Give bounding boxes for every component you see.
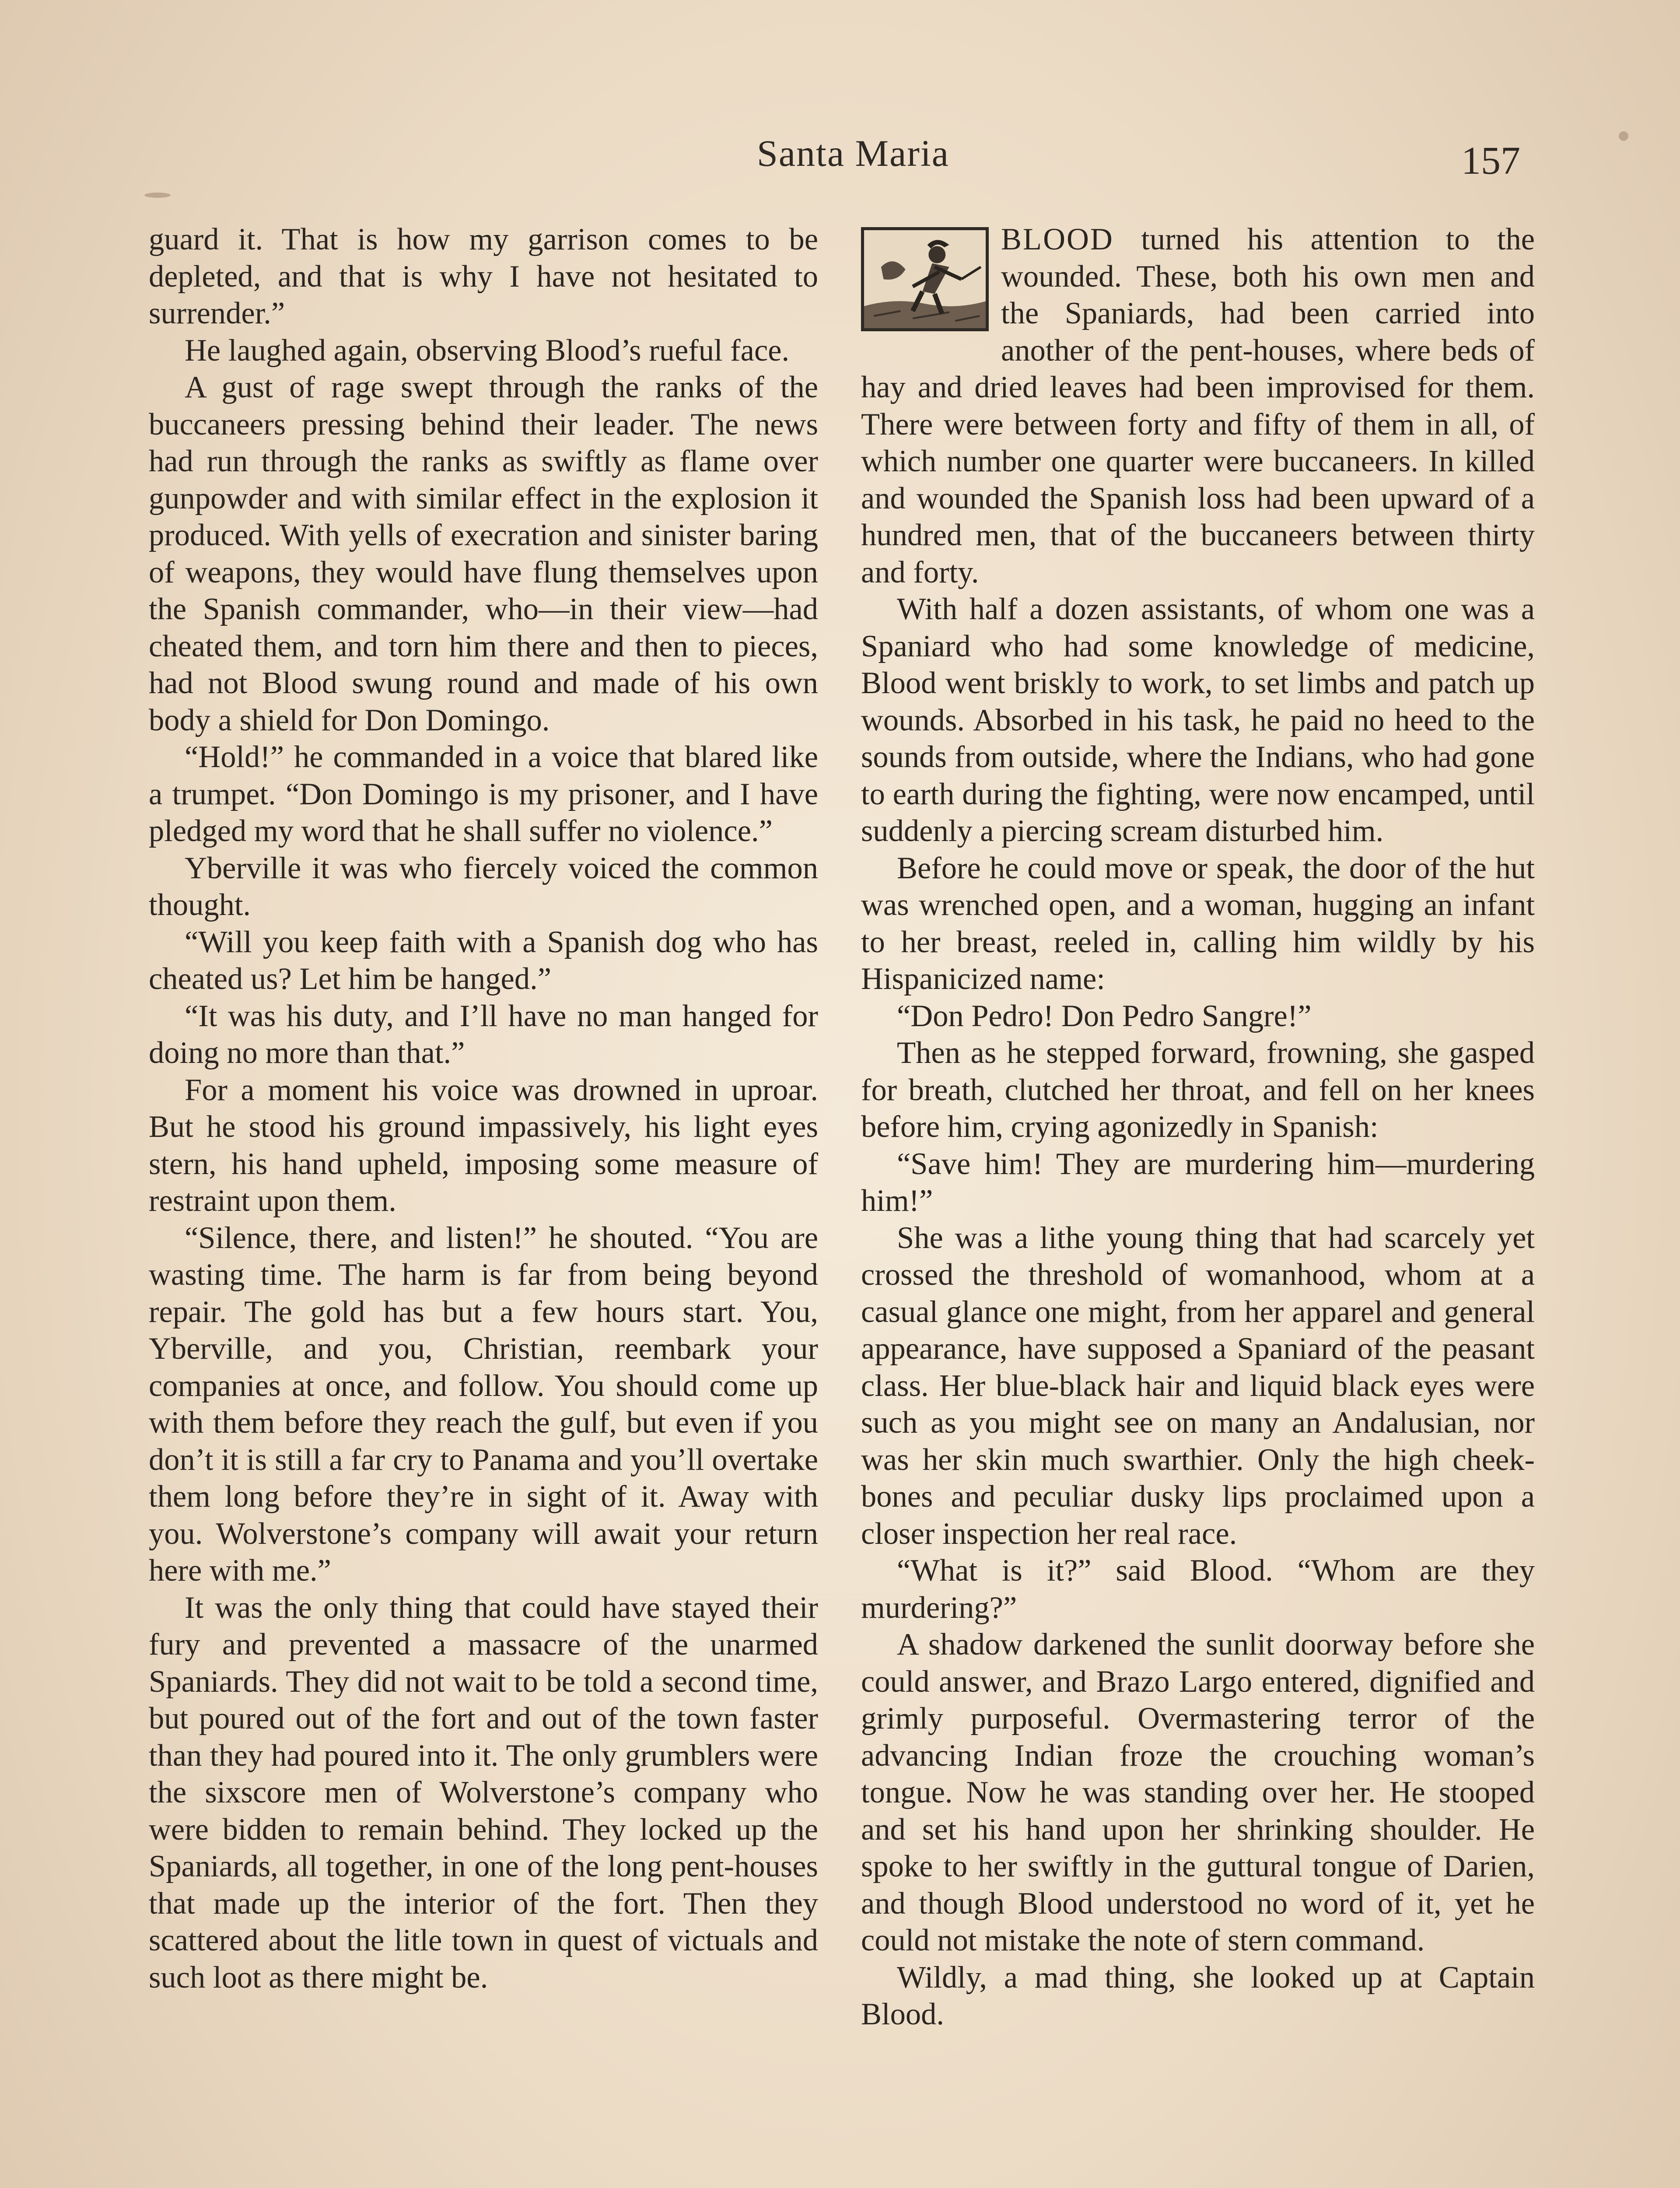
paragraph: “Don Pedro! Don Pedro Sangre!” bbox=[897, 999, 1312, 1033]
running-title: Santa Maria bbox=[757, 132, 949, 174]
paragraph: With half a dozen assistants, of whom one was a Spaniard who had some knowledge of medicine, Blood went briskly to work, to set limbs and patch up wounds. Absorbed in his task, he paid no heed to the sounds from outside, where the Indians, who had gone to earth during the fighting, were now encamped, until suddenly a piercing scream disturbed him. bbox=[861, 592, 1535, 848]
left-column bbox=[149, 221, 818, 1996]
dropcap-word: BLOOD bbox=[1001, 222, 1114, 256]
right-column bbox=[861, 221, 1535, 2033]
paragraph: He laughed again, observing Blood’s rueful face. bbox=[185, 333, 790, 368]
paragraph: “It was his duty, and I’ll have no man hanged for doing no more than that.” bbox=[149, 999, 818, 1070]
opening-paragraph-text: turned his attention to the wounded. These, both his own men and the Spaniards, had been carried into another of the pent-houses, where beds of hay and dried leaves had been improvised for them. There were between forty and fifty of them in all, of which number one quarter were buccaneers. In killed and wounded the Spanish loss had been upward of a hundred men, that of the buccaneers between thirty and forty. bbox=[861, 222, 1535, 589]
paragraph: Wildly, a mad thing, she looked up at Captain Blood. bbox=[861, 1960, 1535, 2031]
paper-smudge bbox=[144, 193, 171, 198]
paragraph: “Save him! They are murdering him—murdering him!” bbox=[861, 1147, 1535, 1218]
soldier-vignette-icon bbox=[861, 227, 989, 331]
page-header bbox=[0, 131, 1680, 193]
paragraph: Before he could move or speak, the door of the hut was wrenched open, and a woman, hugging an infant to her breast, reeled in, calling him wildly by his Hispanicized name: bbox=[861, 851, 1535, 996]
paragraph: She was a lithe young thing that had scarcely yet crossed the threshold of womanhood, whom at a casual glance one might, from her apparel and general appearance, have supposed a Spaniard of the peasant class. Her blue-black hair and liquid black eyes were such as you might see on many an Andalusian, nor was her skin much swarthier. Only the high cheek-bones and peculiar dusky lips proclaimed upon a closer inspection her real race. bbox=[861, 1220, 1535, 1551]
paragraph: guard it. That is how my garrison comes to be depleted, and that is why I have not hesitated to surrender.” bbox=[149, 222, 818, 330]
paragraph: “What is it?” said Blood. “Whom are they murdering?” bbox=[861, 1553, 1535, 1625]
paragraph: “Silence, there, and listen!” he shouted. “You are wasting time. The harm is far from being beyond repair. The gold has but a few hours start. You, Yberville, and you, Christian, reembark your companies at once, and follow. You should come up with them before they reach the gulf, but even if you don’t it is still a far cry to Panama and you’ll overtake them long before they’re in sight of it. Away with you. Wolverstone’s company will await your return here with me.” bbox=[149, 1220, 818, 1588]
paragraph: “Hold!” he commanded in a voice that blared like a trumpet. “Don Domingo is my prisoner, and I have pledged my word that he shall suffer no violence.” bbox=[149, 740, 818, 848]
paragraph: Yberville it was who fiercely voiced the common thought. bbox=[149, 851, 818, 922]
opening-paragraph bbox=[861, 221, 1535, 591]
paragraph: For a moment his voice was drowned in uproar. But he stood his ground impassively, his light eyes stern, his hand upheld, imposing some measure of restraint upon them. bbox=[149, 1073, 818, 1218]
paragraph: A shadow darkened the sunlit doorway before she could answer, and Brazo Largo entered, dignified and grimly purposeful. Overmastering terror of the advancing Indian froze the crouching woman’s tongue. Now he was standing over her. He stooped and set his hand upon her shrinking shoulder. He spoke to her swiftly in the guttural tongue of Darien, and though Blood understood no word of it, yet he could not mistake the note of stern command. bbox=[861, 1627, 1535, 1957]
paragraph: “Will you keep faith with a Spanish dog who has cheated us? Let him be hanged.” bbox=[149, 925, 818, 996]
page-number: 157 bbox=[1461, 139, 1520, 182]
paragraph: It was the only thing that could have stayed their fury and prevented a massacre of the unarmed Spaniards. They did not wait to be told a second time, but poured out of the fort and out of the town faster than they had poured into it. The only grumblers were the sixscore men of Wolverstone’s company who were bidden to remain behind. They locked up the Spaniards, all together, in one of the long pent-houses that made up the interior of the fort. Then they scattered about the litle town in quest of victuals and such loot as there might be. bbox=[149, 1590, 818, 1995]
paragraph: Then as he stepped forward, frowning, she gasped for breath, clutched her throat, and fell on her knees before him, crying agonizedly in Spanish: bbox=[861, 1036, 1535, 1144]
paragraph: A gust of rage swept through the ranks of the buccaneers pressing behind their leader. The news had run through the ranks as swiftly as flame over gunpowder and with similar effect in the explosion it produced. With yells of execration and sinister baring of weapons, they would have flung themselves upon the Spanish commander, who—in their view—had cheated them, and torn him there and then to pieces, had not Blood swung round and made of his own body a shield for Don Domingo. bbox=[149, 370, 818, 737]
paper-smudge bbox=[1619, 131, 1628, 141]
